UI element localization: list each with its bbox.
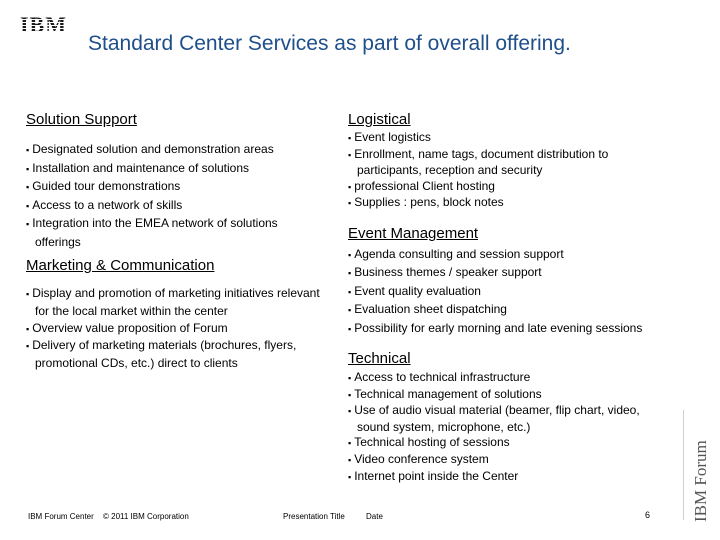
footer-center-name: IBM Forum Center <box>28 512 94 521</box>
technical-heading: Technical <box>348 350 411 367</box>
footer-date: Date <box>366 512 383 521</box>
list-item: ▪ Technical hosting of sessions <box>348 435 673 452</box>
list-item: ▪ Enrollment, name tags, document distribution to participants, reception and security <box>348 147 648 179</box>
list-item: ▪ Supplies : pens, block notes <box>348 195 648 212</box>
list-item: ▪ Agenda consulting and session support <box>348 246 678 264</box>
solution-support-heading: Solution Support <box>26 111 137 128</box>
marketing-list <box>26 285 331 372</box>
footer-presentation-title: Presentation Title <box>283 512 345 521</box>
logistical-list <box>348 130 648 212</box>
logistical-heading: Logistical <box>348 111 411 128</box>
marketing-heading: Marketing & Communication <box>26 257 215 274</box>
solution-support-section <box>26 111 336 251</box>
ibm-logo: IBM <box>20 12 67 37</box>
event-management-list <box>348 246 678 338</box>
slide-title: Standard Center Services as part of overall offering. <box>88 32 571 55</box>
list-item: ▪ Access to a network of skills <box>26 197 336 216</box>
list-item: ▪ Delivery of marketing materials (brochures, flyers, promotional CDs, etc.) direct to clients <box>26 337 335 372</box>
list-item: ▪ professional Client hosting <box>348 179 648 196</box>
list-item: ▪ Access to technical infrastructure <box>348 370 673 387</box>
side-divider <box>683 410 684 520</box>
list-item: ▪ Designated solution and demonstration areas <box>26 141 336 160</box>
page-number: 6 <box>645 510 651 520</box>
list-item: ▪ Installation and maintenance of solutions <box>26 160 336 179</box>
list-item: ▪ Possibility for early morning and late evening sessions <box>348 320 678 338</box>
ibm-forum-brand-text: IBM Forum <box>691 440 710 522</box>
footer-copyright: © 2011 IBM Corporation <box>103 512 189 521</box>
solution-support-list <box>26 141 336 251</box>
list-item: ▪ Evaluation sheet dispatching <box>348 301 678 319</box>
event-management-heading: Event Management <box>348 225 479 242</box>
list-item: ▪ Display and promotion of marketing initiatives relevant for the local market within the center <box>26 285 325 320</box>
ibm-forum-brand <box>690 414 710 524</box>
logistical-section <box>348 111 678 212</box>
list-item: ▪ Business themes / speaker support <box>348 264 678 282</box>
list-item: ▪ Integration into the EMEA network of solutions offerings <box>26 215 325 251</box>
list-item: ▪ Internet point inside the Center <box>348 469 673 486</box>
list-item: ▪ Video conference system <box>348 452 673 469</box>
marketing-section <box>26 257 331 372</box>
technical-list <box>348 370 673 485</box>
list-item: ▪ Event logistics <box>348 130 648 147</box>
technical-section <box>348 350 678 485</box>
list-item: ▪ Technical management of solutions <box>348 387 673 404</box>
list-item: ▪ Use of audio visual material (beamer, flip chart, video, sound system, microphone, etc.) <box>348 403 673 435</box>
event-management-section <box>348 225 678 338</box>
list-item: ▪ Guided tour demonstrations <box>26 178 336 197</box>
list-item: ▪ Overview value proposition of Forum <box>26 320 331 338</box>
list-item: ▪ Event quality evaluation <box>348 283 678 301</box>
